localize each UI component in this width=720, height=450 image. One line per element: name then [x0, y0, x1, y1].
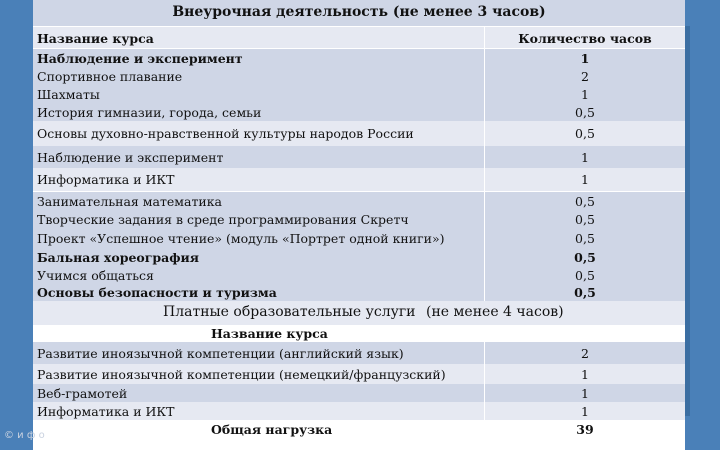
course-name: Развитие иноязычной компетенции (английский язык) — [37, 346, 404, 361]
course-name: Развитие иноязычной компетенции (немецкий/французский) — [37, 367, 446, 382]
course-hours: 1 — [581, 172, 589, 187]
course-hours: 2 — [581, 346, 589, 361]
course-hours: 0,5 — [575, 126, 595, 141]
course-hours: 0,5 — [575, 212, 595, 227]
table-row — [33, 229, 685, 248]
table-row — [33, 384, 685, 402]
table-row — [33, 146, 685, 168]
course-name: Информатика и ИКТ — [37, 404, 175, 419]
column-divider — [484, 342, 485, 420]
course-name: Бальная хореография — [37, 250, 200, 265]
course-name: Информатика и ИКТ — [37, 172, 175, 187]
table-row — [33, 121, 685, 146]
section2-title: Платные образовательные услуги — [163, 304, 416, 320]
course-hours: 0,5 — [575, 231, 595, 246]
course-hours: 1 — [581, 386, 589, 401]
course-name: История гимназии, города, семьи — [37, 105, 262, 120]
course-name: Основы безопасности и туризма — [37, 285, 277, 300]
header-course-name: Название курса — [37, 31, 154, 46]
course-name: Веб-грамотей — [37, 386, 128, 401]
course-name: Основы духовно-нравственной культуры народов России — [37, 126, 414, 141]
table-row — [33, 49, 685, 67]
course-name: Спортивное плавание — [37, 69, 183, 84]
column-divider — [484, 27, 485, 301]
course-hours: 0,5 — [575, 194, 595, 209]
course-name: Наблюдение и эксперимент — [37, 51, 243, 66]
section1-title-bar — [33, 0, 685, 26]
table-row — [33, 402, 685, 420]
course-hours: 1 — [581, 367, 589, 382]
table-row — [33, 168, 685, 191]
total-row — [33, 420, 685, 442]
table-row — [33, 103, 685, 121]
course-name: Творческие задания в среде программирования Скретч — [37, 212, 409, 227]
course-name: Проект «Успешное чтение» (модуль «Портрет одной книги») — [37, 231, 445, 246]
total-hours: 39 — [576, 422, 594, 437]
course-hours: 0,5 — [575, 268, 595, 283]
course-hours: 0,5 — [574, 285, 596, 300]
section2-title-bar — [33, 301, 685, 325]
course-name: Шахматы — [37, 87, 100, 102]
header-course-name: Название курса — [211, 326, 328, 341]
course-name: Учимся общаться — [37, 268, 154, 283]
table-row — [33, 284, 685, 301]
sheet-shadow — [685, 26, 690, 416]
table-row — [33, 67, 685, 85]
section1-header-row — [33, 27, 685, 48]
course-hours: 1 — [581, 150, 589, 165]
table-row — [33, 364, 685, 384]
course-hours: 1 — [580, 51, 590, 66]
table-row — [33, 248, 685, 266]
course-hours: 1 — [581, 87, 589, 102]
document-sheet — [33, 0, 685, 450]
total-label: Общая нагрузка — [211, 422, 333, 437]
section2-header-row — [33, 325, 685, 342]
course-hours: 1 — [581, 404, 589, 419]
course-hours: 0,5 — [574, 250, 596, 265]
course-hours: 0,5 — [575, 105, 595, 120]
watermark: © и ф о — [4, 430, 45, 441]
table-row — [33, 192, 685, 210]
course-hours: 2 — [581, 69, 589, 84]
table-row — [33, 210, 685, 229]
table-row — [33, 85, 685, 103]
section1-title: Внеурочная деятельность (не менее 3 часов) — [172, 4, 546, 20]
section2-title-note: (не менее 4 часов) — [426, 304, 564, 320]
table-row — [33, 266, 685, 284]
course-name: Наблюдение и эксперимент — [37, 150, 224, 165]
table-row — [33, 342, 685, 364]
course-name: Занимательная математика — [37, 194, 222, 209]
header-hours: Количество часов — [518, 31, 652, 46]
